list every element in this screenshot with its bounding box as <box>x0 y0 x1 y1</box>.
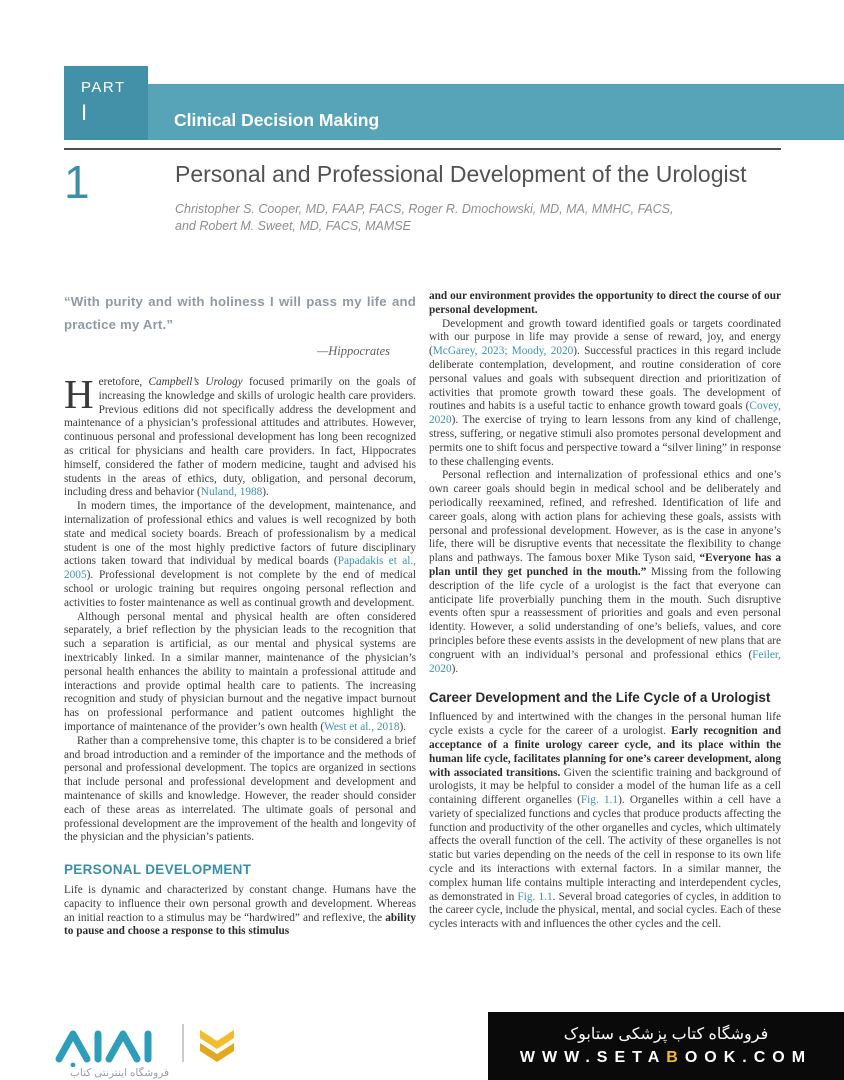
text-run: eretofore, <box>98 376 149 388</box>
logo-caption: فروشگاه اینترنتی کتاب <box>70 1067 170 1079</box>
watermark-logo-area <box>0 1012 488 1080</box>
text-run: ). Successful practices in this regard include deliberate contemplation, development, and routine consideration of core personal values and goals with subsequent direction and prioritization of activities that promote growth toward these goals. The development of routines and habits is a useful tactic to enhance growth toward goals ( <box>429 345 781 413</box>
body-columns <box>64 290 781 939</box>
text-run: and our environment provides the opportunity to direct the course of our personal development. <box>429 290 781 316</box>
citation-link[interactable]: West et al., 2018 <box>324 720 400 733</box>
text-run: Influenced by and intertwined with the changes in the personal human life cycle exists a cycle for the career of a urologist. <box>429 711 781 738</box>
citation-link[interactable]: Papadakis et al., 2005 <box>64 555 416 582</box>
text-run: Rather than a comprehensive tome, this chapter is to be considered a brief and broad introduction and a reminder of the importance and the methods of personal and professional development. The topics are organized in sections that include personal and professional development and development and maintenance of skills and knowledge. However, the reader should consider each of these areas as interrelated. The ultimate goals of personal and professional development are the improvement of the health and longevity of the physician and the physician’s patients. <box>64 734 416 844</box>
text-run: ). Professional development is not complete by the end of medical school or urologic training but requires ongoing personal reflection and activities to foster maintenance as well as continual growth and development. <box>64 569 416 609</box>
right-column <box>429 290 781 939</box>
text-run: ). The exercise of trying to learn lessons from any kind of challenge, stress, suffering, or negative stimuli also promotes personal development and permits one to shift focus and perspective toward a “silver lining” in response to these challenging events. <box>429 414 781 468</box>
text-run: Although personal mental and physical health are often considered separately, a brief reflection by the physician leads to the recognition that such a separation is artificial, as our mental and physical systems are inextricably linked. In a similar manner, maintenance of the physician’s personal health enhances the ability to maintain a professional attitude and interactions and provide optimal health care to patients. The increasing recognition and study of physician burnout and the negative impact burnout has on professional performance and patient outcomes highlight the importance of maintenance of the provider’s own health ( <box>64 610 416 733</box>
body-paragraph <box>429 290 781 318</box>
text-run: B <box>666 1048 685 1066</box>
chapter-title: Personal and Professional Development of the Urologist <box>175 161 747 187</box>
section-heading-personal-development: PERSONAL DEVELOPMENT <box>64 862 252 878</box>
part-banner <box>148 84 844 140</box>
text-run: WWW.SETA <box>519 1048 667 1066</box>
chapter-head <box>64 158 781 235</box>
part-header <box>64 66 844 140</box>
body-paragraph <box>64 735 416 845</box>
left-paragraphs-bottom <box>64 884 416 939</box>
authors-line-1: Christopher S. Cooper, MD, FAAP, FACS, Roger R. Dmochowski, MD, MA, MMHC, FACS, <box>175 202 674 216</box>
citation-link[interactable]: Feiler, 2020 <box>429 648 781 675</box>
text-run: Given the scientific training and background of urologists, it may be helpful to consider a model of the human life as a cell containing different organelles ( <box>429 766 781 807</box>
drop-cap: H <box>64 371 94 417</box>
bookstore-watermark <box>0 1012 844 1080</box>
left-column <box>64 290 416 939</box>
body-paragraph <box>64 371 416 500</box>
watermark-banner <box>488 1012 844 1080</box>
chapter-number: 1 <box>64 156 90 208</box>
chapter-meta <box>150 158 781 235</box>
body-paragraph <box>429 711 781 932</box>
text-run: ). <box>399 720 407 733</box>
text-run: OOK.COM <box>684 1048 813 1066</box>
header-rule <box>64 148 781 150</box>
body-paragraph <box>429 318 781 470</box>
body-paragraph <box>64 500 416 610</box>
body-paragraph <box>429 469 781 676</box>
text-run: Early recognition and acceptance of a finite urology career cycle, and its place within the human life cycle, facilitates planning for one’s career development, along with associated transitions. <box>429 725 781 779</box>
citation-link[interactable]: Fig. 1.1 <box>517 890 553 903</box>
double-chevron-down-icon <box>196 1030 238 1062</box>
epigraph-attribution: —Hippocrates <box>317 344 390 358</box>
setabook-logo-icon <box>52 1025 170 1067</box>
text-run: Campbell’s Urology <box>148 376 243 388</box>
citation-link[interactable]: McGarey, 2023; Moody, 2020 <box>432 345 574 358</box>
part-title: Clinical Decision Making <box>174 110 380 130</box>
text-run: . Several broad categories of cycles, in addition to the career cycle, include the physical, mental, and social cycles. Each of these cycles interacts with and influences the other cycles and the cell. <box>429 890 781 931</box>
chapter-authors <box>175 201 781 235</box>
citation-link[interactable]: Nuland, 1988 <box>200 486 263 499</box>
watermark-persian-text: فروشگاه کتاب پزشکی ستابوک <box>563 1025 769 1043</box>
right-paragraphs-top <box>429 290 781 676</box>
text-run: In modern times, the importance of the development, maintenance, and internalization of professional ethics and values is well recognized by both state and medical society boards. Breach of professionalism by a medical student is one of the most highly predictive factors of future disciplinary actions taken toward that individual by medical boards ( <box>64 500 416 568</box>
right-paragraphs-bottom <box>429 711 781 932</box>
text-run: ability to pause and choose a response to this stimulus <box>64 911 416 938</box>
epigraph-quote: “With purity and with holiness I will pass my life and practice my Art.” <box>64 294 416 332</box>
authors-line-2: and Robert M. Sweet, MD, FACS, MAMSE <box>175 219 411 233</box>
text-run: Personal reflection and internalization of professional ethics and one’s own career goals should begin in medical school and be deliberately and periodically reexamined, refined, and refreshed. Identification of life and career goals, along with action plans for achieving these goals, assists with personal and professional development. However, as is the case in anyone’s life, there will be disruptive events that necessitate the flexibility to change plans and pathways. The famous boxer Mike Tyson said, <box>429 469 781 565</box>
watermark-url[interactable] <box>520 1049 812 1067</box>
part-numeral: I <box>81 100 88 125</box>
text-run: ). Organelles within a cell have a variety of specialized functions and cycles that produce products affecting the function and productivity of the other organelles and cycles, which ultimately affects the overall function of the cell. The activity of these organelles is not static but varies depending on the needs of the cell in response to its own life cycle and its interactions with external factors. In a similar manner, the complex human life contains multiple interacting and interdependent cycles, as demonstrated in <box>429 794 782 903</box>
section-heading-career-development: Career Development and the Life Cycle of a Urologist <box>429 690 771 706</box>
text-run: Development and growth toward identified goals or targets coordinated with our purpose in life may provide a sense of reward, joy, and energy ( <box>429 317 781 358</box>
logo-divider <box>182 1024 184 1062</box>
text-run: ). <box>262 486 269 499</box>
epigraph <box>64 290 416 359</box>
text-run: ). <box>451 662 459 675</box>
body-paragraph <box>64 884 416 939</box>
left-paragraphs-top <box>64 371 416 845</box>
text-run: Missing from the following description of the life cycle of a urologist is the fact that everyone can anticipate life proverbially punching them in the mouth. Such disruptive events often spur a reassessment of priorities and goals and even personal identity. However, a solid understanding of one’s beliefs, values, and core principles before these events assists in the development of new plans that are congruent with an individual’s personal and professional ethics ( <box>429 565 781 661</box>
citation-link[interactable]: Covey, 2020 <box>429 400 781 427</box>
part-label: PART <box>81 79 126 96</box>
text-run: “Everyone has a plan until they get punched in the mouth.” <box>429 552 781 578</box>
text-run: Life is dynamic and characterized by constant change. Humans have the capacity to influence their own personal growth and development. Whereas an initial reaction to a stimulus may be “hardwired” and reflexive, the <box>64 884 416 924</box>
text-run: focused primarily on the goals of increasing the knowledge and skills of urologic health care providers. Previous editions did not specifically address the development and maintenance of a physician’s professional attitudes and attributes. However, continuous personal and professional development has long been recognized as critical for physicians and health care providers. In fact, Hippocrates himself, considered the father of modern medicine, taught and advised his students in the areas of ethics, duty, obligation, and personal decorum, including dress and behavior ( <box>64 376 416 499</box>
body-paragraph <box>64 611 416 735</box>
part-box <box>64 66 148 140</box>
citation-link[interactable]: Fig. 1.1 <box>580 794 619 807</box>
